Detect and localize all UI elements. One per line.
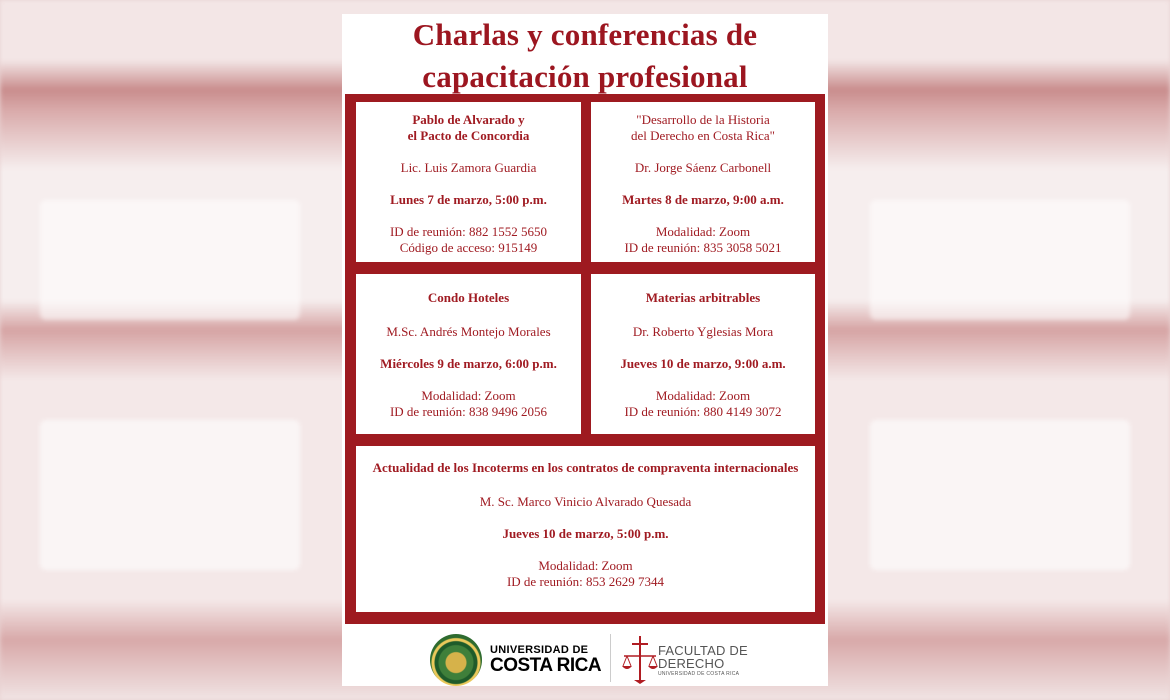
event-card bbox=[356, 446, 815, 612]
event-title-line: el Pacto de Concordia bbox=[407, 128, 530, 143]
event-detail: ID de reunión: 882 1552 5650 bbox=[389, 224, 548, 239]
event-speaker: Lic. Luis Zamora Guardia bbox=[400, 160, 537, 175]
scales-of-justice-icon bbox=[620, 634, 660, 686]
event-detail: Modalidad: Zoom bbox=[538, 558, 633, 573]
events-frame bbox=[345, 94, 825, 624]
event-detail: ID de reunión: 880 4149 3072 bbox=[624, 404, 782, 419]
faculty-logo-line-2: DERECHO bbox=[658, 656, 725, 671]
event-card bbox=[591, 102, 815, 262]
event-date: Lunes 7 de marzo, 5:00 p.m. bbox=[390, 192, 547, 207]
event-detail: ID de reunión: 838 9496 2056 bbox=[389, 404, 548, 419]
event-title-line: del Derecho en Costa Rica" bbox=[631, 128, 775, 143]
event-detail: Modalidad: Zoom bbox=[655, 224, 751, 239]
faculty-logo-line-1: FACULTAD DE bbox=[658, 643, 748, 658]
event-card bbox=[356, 274, 581, 434]
logo-divider bbox=[610, 634, 611, 682]
event-detail: ID de reunión: 835 3058 5021 bbox=[624, 240, 782, 255]
event-speaker: Dr. Roberto Yglesias Mora bbox=[632, 324, 774, 339]
event-speaker: M.Sc. Andrés Montejo Morales bbox=[386, 324, 551, 339]
poster-title bbox=[342, 14, 828, 98]
ucr-seal-icon bbox=[430, 634, 482, 686]
event-title-line: Materias arbitrables bbox=[645, 290, 761, 305]
event-card bbox=[591, 274, 815, 434]
event-date: Miércoles 9 de marzo, 6:00 p.m. bbox=[380, 356, 557, 371]
ucr-logo bbox=[490, 644, 601, 676]
ucr-logo-line-1: UNIVERSIDAD DE bbox=[490, 644, 589, 656]
event-poster bbox=[342, 14, 828, 686]
event-speaker: Dr. Jorge Sáenz Carbonell bbox=[634, 160, 772, 175]
event-date: Martes 8 de marzo, 9:00 a.m. bbox=[622, 192, 784, 207]
event-card bbox=[356, 102, 581, 262]
event-title-line: Pablo de Alvarado y bbox=[412, 112, 525, 127]
event-detail: Código de acceso: 915149 bbox=[399, 240, 538, 255]
faculty-logo-line-3: UNIVERSIDAD DE COSTA RICA bbox=[658, 671, 740, 677]
faculty-logo bbox=[658, 644, 748, 678]
title-line-1: Charlas y conferencias de bbox=[412, 17, 758, 52]
event-detail: Modalidad: Zoom bbox=[655, 388, 751, 403]
event-date: Jueves 10 de marzo, 5:00 p.m. bbox=[502, 526, 669, 541]
title-line-2: capacitación profesional bbox=[422, 59, 748, 94]
ucr-logo-line-2: COSTA RICA bbox=[490, 655, 602, 676]
event-speaker: M. Sc. Marco Vinicio Alvarado Quesada bbox=[479, 494, 692, 509]
event-title-line: Condo Hoteles bbox=[427, 290, 510, 305]
event-detail: Modalidad: Zoom bbox=[421, 388, 516, 403]
event-detail: ID de reunión: 853 2629 7344 bbox=[506, 574, 665, 589]
event-title-line: "Desarrollo de la Historia bbox=[636, 112, 770, 127]
poster-footer bbox=[342, 624, 828, 686]
event-date: Jueves 10 de marzo, 9:00 a.m. bbox=[620, 356, 786, 371]
event-title-line: Actualidad de los Incoterms en los contratos de compraventa internacionales bbox=[372, 460, 799, 475]
